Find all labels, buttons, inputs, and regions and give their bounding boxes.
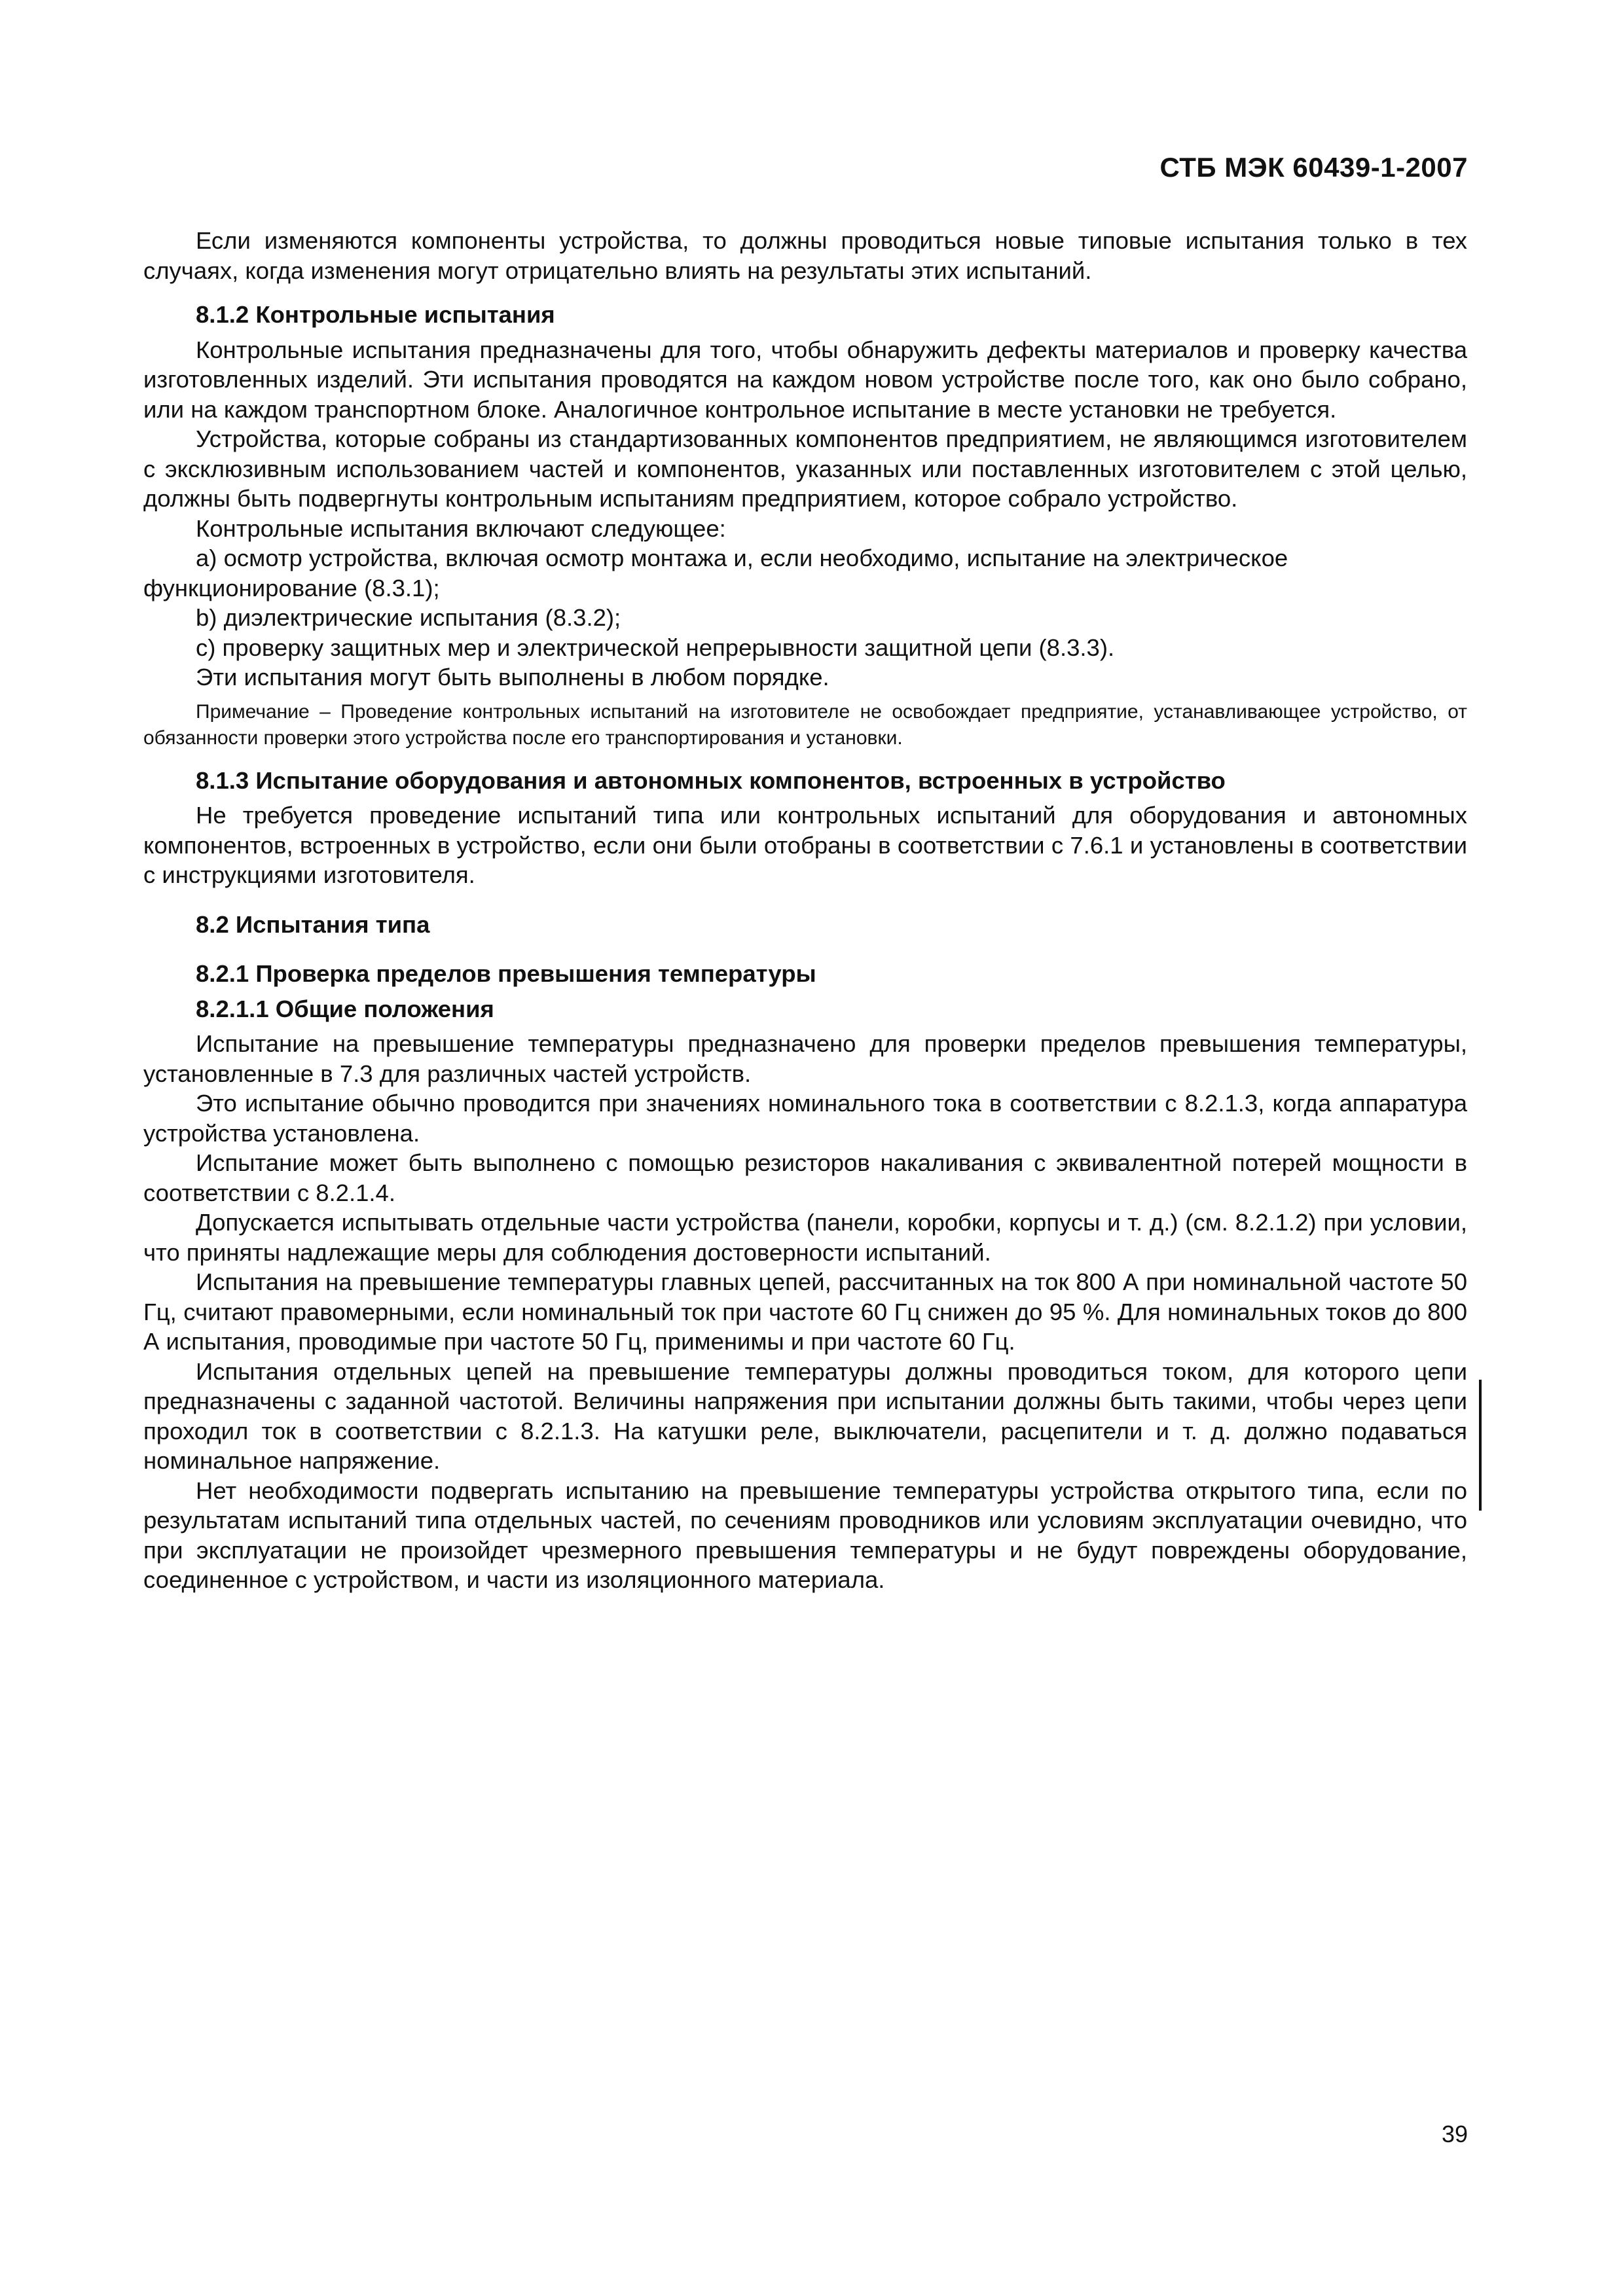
section-heading-8-2: 8.2 Испытания типа <box>196 910 430 938</box>
standard-designation: СТБ МЭК 60439-1-2007 <box>1159 152 1468 183</box>
page-body <box>143 226 1467 1595</box>
paragraph: Устройства, которые собраны из стандартизованных компонентов предприятием, не являющимся изготовителем с эксклюзивным использованием частей и компонентов, указанных или поставленных изготовителем с этой целью, должны быть подвергнуты контрольным испытаниям предприятием, которое собрало устройство. <box>143 425 1467 512</box>
paragraph: Испытание может быть выполнено с помощью резисторов накаливания с эквивалентной потерей мощности в соответствии с 8.2.1.4. <box>143 1149 1467 1206</box>
section-heading-8-1-3: 8.1.3 Испытание оборудования и автономных компонентов, встроенных в устройство <box>196 766 1226 794</box>
paragraph: Испытание на превышение температуры предназначено для проверки пределов превышения температуры, установленные в 7.3 для различных частей устройств. <box>143 1030 1467 1087</box>
note: Примечание – Проведение контрольных испытаний на изготовителе не освобождает предприятие, устанавливающее устройство, от обязанности проверки этого устройства после его транспортирования и установки. <box>143 700 1467 749</box>
paragraph: Испытания на превышение температуры главных цепей, рассчитанных на ток 800 А при номинальной частоте 50 Гц, считают правомерными, если номинальный ток при частоте 60 Гц снижен до 95 %. Для номинальных токов до 800 А испытания, проводимые при частоте 50 Гц, применимы и при частоте 60 Гц. <box>143 1268 1467 1355</box>
list-item-c: c) проверку защитных мер и электрической непрерывности защитной цепи (8.3.3). <box>196 634 1115 661</box>
paragraph: Эти испытания могут быть выполнены в любом порядке. <box>196 664 830 691</box>
paragraph: Не требуется проведение испытаний типа или контрольных испытаний для оборудования и автономных компонентов, встроенных в устройство, если они были отобраны в соответствии с 7.6.1 и установлены в соответствии с инструкциями изготовителя. <box>143 802 1467 888</box>
change-bar <box>1479 1380 1482 1511</box>
paragraph: Контрольные испытания предназначены для того, чтобы обнаружить дефекты материалов и проверку качества изготовленных изделий. Эти испытания проводятся на каждом новом устройстве после того, как оно было собрано, или на каждом транспортном блоке. Аналогичное контрольное испытание в месте установки не требуется. <box>143 336 1467 423</box>
list-item-b: b) диэлектрические испытания (8.3.2); <box>196 604 621 631</box>
paragraph: Нет необходимости подвергать испытанию на превышение температуры устройства открытого типа, если по результатам испытаний типа отдельных частей, по сечениям проводников или условиям эксплуатации очевидно, что при эксплуатации не произойдет чрезмерного превышения температуры и не будут повреждены оборудование, соединенное с устройством, и части из изоляционного материала. <box>143 1477 1467 1593</box>
section-heading-8-2-1: 8.2.1 Проверка пределов превышения температуры <box>196 960 816 987</box>
page-number: 39 <box>1441 2121 1468 2147</box>
section-heading-8-2-1-1: 8.2.1.1 Общие положения <box>196 995 494 1022</box>
paragraph: Это испытание обычно проводится при значениях номинального тока в соответствии с 8.2.1.3, когда аппаратура устройства установлена. <box>143 1090 1467 1147</box>
section-heading-8-1-2: 8.1.2 Контрольные испытания <box>196 301 555 328</box>
paragraph: Если изменяются компоненты устройства, то должны проводиться новые типовые испытания только в тех случаях, когда изменения могут отрицательно влиять на результаты этих испытаний. <box>143 227 1467 284</box>
paragraph: Контрольные испытания включают следующее: <box>196 514 726 542</box>
paragraph: Допускается испытывать отдельные части устройства (панели, коробки, корпусы и т. д.) (см. 8.2.1.2) при условии, что приняты надлежащие меры для соблюдения достоверности испытаний. <box>143 1209 1467 1266</box>
list-item-a: a) осмотр устройства, включая осмотр монтажа и, если необходимо, испытание на электрическое функционирование (8.3.1); <box>143 545 1288 601</box>
paragraph: Испытания отдельных цепей на превышение температуры должны проводиться током, для которого цепи предназначены с заданной частотой. Величины напряжения при испытании должны быть такими, чтобы через цепи проходил ток в соответствии с 8.2.1.3. На катушки реле, выключатели, расцепители и т. д. должно подаваться номинальное напряжение. <box>143 1357 1467 1474</box>
